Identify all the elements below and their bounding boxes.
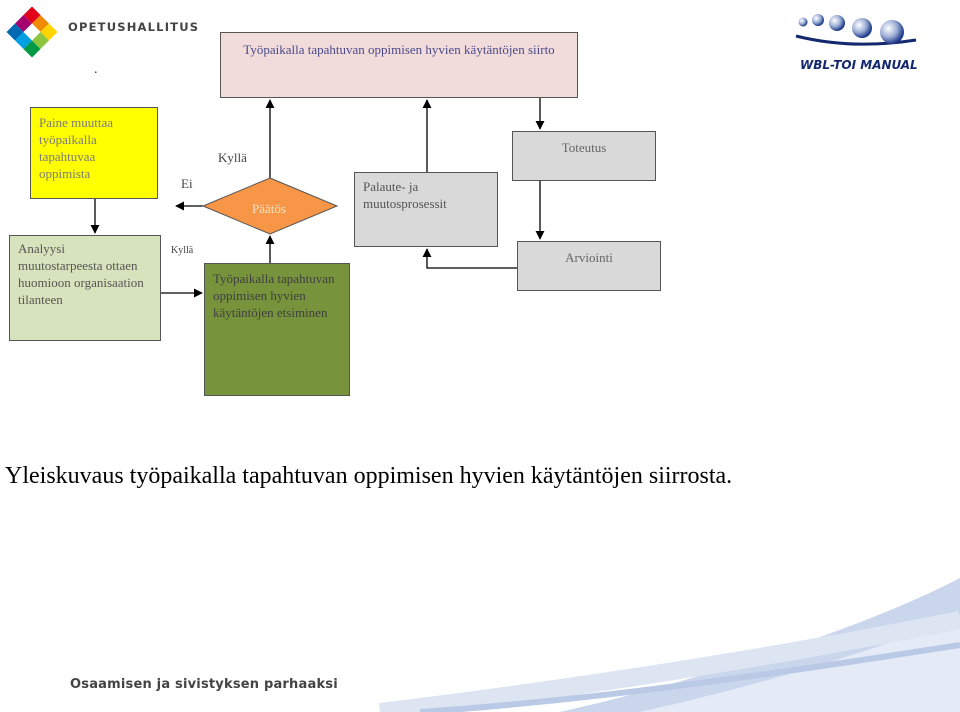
analysis-box: Analyysi muutostarpeesta ottaen huomioon organisaation tilanteen bbox=[9, 235, 161, 341]
title-box: Työpaikalla tapahtuvan oppimisen hyvien käytäntöjen siirto bbox=[220, 32, 578, 98]
evaluation-box: Arviointi bbox=[517, 241, 661, 291]
label-yes-small: Kyllä bbox=[171, 245, 194, 256]
label-no: Ei bbox=[181, 176, 193, 191]
footer-slogan: Osaamisen ja sivistyksen parhaaksi bbox=[70, 677, 338, 692]
opetushallitus-logo-text: OPETUSHALLITUS bbox=[68, 20, 200, 34]
diagram-caption: Yleiskuvaus työpaikalla tapahtuvan oppimisen hyvien käytäntöjen siirrosta. bbox=[5, 463, 733, 489]
label-yes: Kyllä bbox=[218, 150, 247, 165]
stray-mark: . bbox=[94, 62, 98, 77]
search-box: Työpaikalla tapahtuvan oppimisen hyvien käytäntöjen etsiminen bbox=[204, 263, 350, 396]
decision-label: Päätös bbox=[252, 201, 286, 216]
wbl-toi-logo-text: WBL-TOI MANUAL bbox=[800, 58, 918, 72]
pressure-box: Paine muuttaa työpaikalla tapahtuvaa oppimista bbox=[30, 107, 158, 199]
implementation-box: Toteutus bbox=[512, 131, 656, 181]
feedback-box: Palaute- ja muutosprosessit bbox=[354, 172, 498, 247]
